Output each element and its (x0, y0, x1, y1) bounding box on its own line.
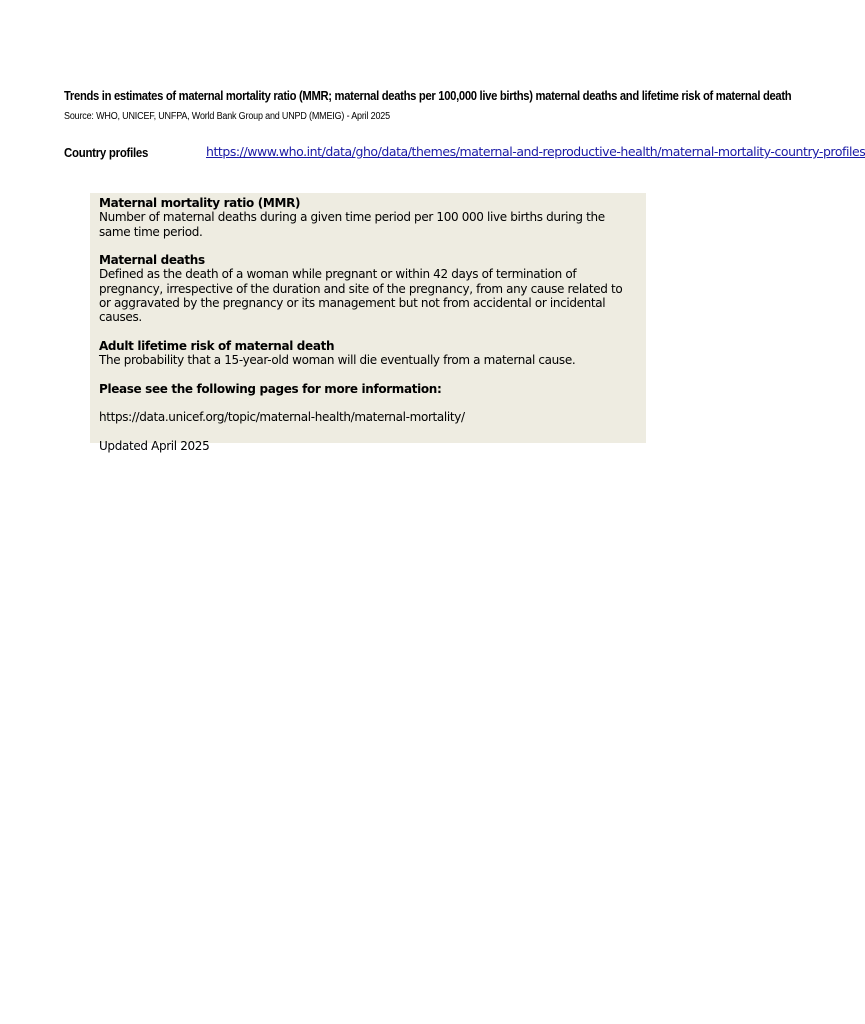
lifetime-risk-heading: Adult lifetime risk of maternal death (99, 338, 335, 353)
maternal-deaths-definition: Defined as the death of a woman while pregnant or within 42 days of termination of pregnancy, irrespective of the duration and site of the pregnancy, from any cause related to or aggravated by the pregnancy or its management but not from accidental or incidental causes. (99, 267, 623, 325)
mmr-heading: Maternal mortality ratio (MMR) (99, 196, 301, 210)
source-note: Source: WHO, UNICEF, UNFPA, World Bank Group and UNPD (MMEIG) - April 2025 (64, 111, 390, 122)
country-profiles-link[interactable]: https://www.who.int/data/gho/data/themes/maternal-and-reproductive-health/maternal-mortality-country-profiles (206, 144, 865, 159)
page-title: Trends in estimates of maternal mortality ratio (MMR; maternal deaths per 100,000 live births) maternal deaths and lifetime risk of maternal death (64, 89, 792, 103)
updated-note: Updated April 2025 (99, 439, 210, 454)
mmr-definition: Number of maternal deaths during a given time period per 100 000 live births during the same time period. (99, 210, 605, 239)
unicef-url: https://data.unicef.org/topic/maternal-health/maternal-mortality/ (99, 410, 465, 425)
lifetime-risk-definition: The probability that a 15-year-old woman will die eventually from a maternal cause. (99, 353, 576, 368)
country-profiles-label: Country profiles (64, 145, 149, 160)
definitions-box (90, 193, 646, 454)
maternal-deaths-heading: Maternal deaths (99, 253, 205, 268)
more-info-heading: Please see the following pages for more information: (99, 381, 442, 396)
